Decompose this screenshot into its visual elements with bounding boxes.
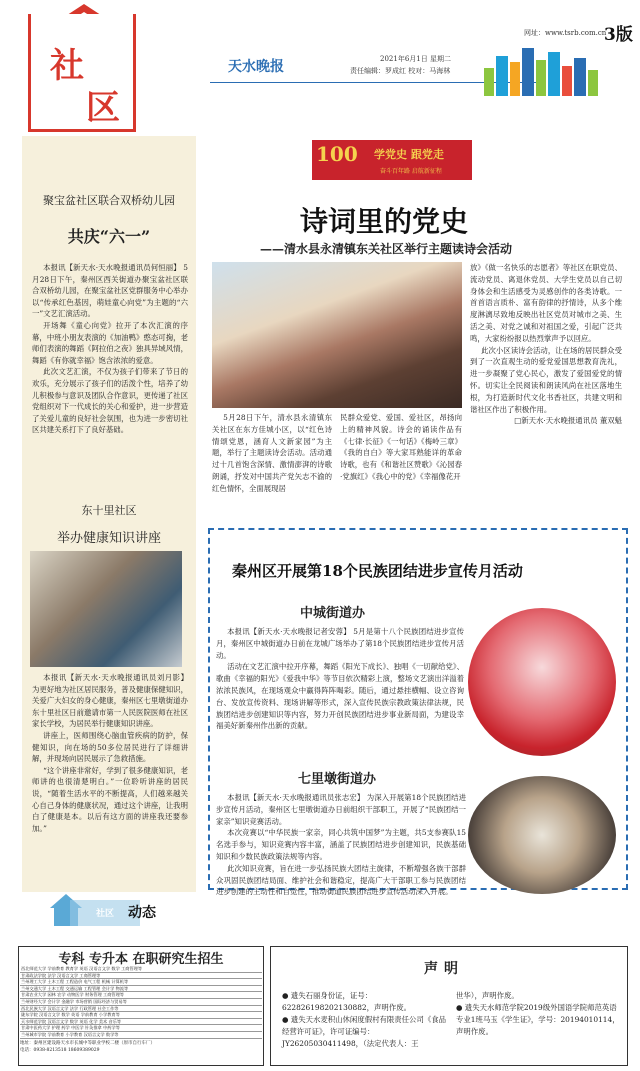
ad-cell: 西北师范大学 学前教育 教育学 英语 汉语言文学 数学 工商管理等: [21, 966, 143, 971]
ad-row: [20, 1006, 262, 1013]
story2-body: [32, 672, 188, 834]
ad-row: [20, 999, 262, 1006]
logo-qu: 区: [86, 88, 120, 128]
ad-row: [20, 986, 262, 993]
box-para: 活动在文艺汇演中拉开序幕，舞蹈《阳光下成长》、独唱《一切献给党》、歌曲《幸福的阳光》《爱我中华》等节目依次精彩上演，整场文艺演出洋溢着浓浓民族风，在现场观众中赢得阵阵喝彩。随后，通过悬挂横幅、设立咨询台、发放宣传资料、现场讲解等形式，深入宣传民族宗教政策法律法规，民族团结进步创建知识等内容，努力开创民族团结进步事业新局面，为建设幸福美好新秦州作出新的贡献。: [216, 662, 464, 731]
banner-title: 学党史 跟党走: [374, 148, 444, 161]
banner-100: 100: [316, 142, 358, 166]
quiz-photo-circle: [468, 776, 616, 894]
notice-col1: [282, 990, 450, 1050]
community-news-badge: [46, 890, 196, 928]
center-byline: □新天水·天水晚报通讯员 董双魁: [514, 416, 622, 426]
box-section1-title: 中城街道办: [300, 606, 366, 621]
ad-row: [20, 1012, 262, 1019]
center-col2: 民群众爱党、爱国、爱社区，昂扬向上的精神风貌。诗会的诵读作品有《七律·长征》《一句话》《梅岭三章》《我的自白》等大家耳熟能详的革命诗歌，也有《和谐社区赞歌》《沁园春·党旗红》《我心中的党》《幸福像花开: [340, 413, 462, 481]
box-para: 本报讯【新天水·天水晚报通讯员张志宏】 为深入开展第18个民族团结进步宣传月活动，秦州区七里墩街道办日前组织干部职工，开展了“民族团结一家亲”知识竞赛活动。: [216, 793, 466, 826]
ad-phone: 电话：0938-8213518 18609389029: [20, 1048, 100, 1053]
page-number: 3版: [604, 25, 633, 45]
center-col3-para: 放》《做一名快乐的志愿者》等社区在职党员、流动党员、离退休党员、大学生党员以自己切身体会和生活感受为灵感创作的各类诗歌。一首首语言质朴、富有韵律的抒情诗，从多个维度淋漓尽致地反映出社区党员对城市之美、生活之美、对党之诚和对祖国之爱，引起广泛共鸣，大家纷纷报以热烈掌声予以回应。: [470, 263, 622, 343]
ad-cell: 甘肃农业大学 园林 农学 动物医学 财务管理 工商管理等: [21, 992, 124, 998]
main-subheadline: ——清水县永清镇东关社区举行主题读诗会活动: [260, 242, 513, 256]
ad-address: 地址：秦州区建设路天水市长城中等职业学校二楼（原市自行车厂）: [20, 1041, 155, 1046]
box-para: 此次知识竞赛，旨在进一步弘扬民族大团结主旋律，不断增强各族干部群众巩固民族团结局面、维护社会和谐稳定，提高广大干部职工参与民族团结进步创建的主动性和自觉性，推动街道民族团结进步宣传活动深入开展。: [216, 863, 466, 897]
story2-title: 举办健康知识讲座: [56, 531, 161, 546]
box-para: 本次竞赛以“中华民族一家亲，同心共筑中国梦”为主题，共5支参赛队15名选手参与，知识竞赛内容丰富，涵盖了民族团结进步创建知识，民族基础知识和少数民族政策法规等内容。: [216, 828, 466, 861]
box-headline: 秦州区开展第18个民族团结进步宣传月活动: [232, 562, 523, 580]
ad-row: [20, 992, 262, 999]
box-section2-title: 七里墩街道办: [298, 772, 377, 787]
website-url: 网址：www.tsrb.com.cn: [524, 29, 607, 37]
poetry-reading-photo: [212, 262, 462, 408]
story1-title: 共庆“六一”: [67, 227, 151, 246]
notice-item: 世华），声明作废。: [456, 991, 519, 1000]
ad-table: [20, 966, 262, 1039]
ad-cell: 兰州财经大学 会计学 金融学 市场营销 国际经济与贸易等: [21, 998, 127, 1004]
ad-cell: 天水师范学院 汉语言文学 数学 英语 化学 美术 音乐等: [21, 1018, 122, 1024]
main-headline: 诗词里的党史: [300, 205, 469, 238]
paper-name: 天水晚报: [228, 59, 284, 75]
badge-dong-tai: 动态: [128, 905, 156, 921]
story2-subtitle: 东十里社区: [81, 504, 137, 517]
editors-line: 责任编辑：罗成红 校对：马海林: [350, 67, 451, 75]
ad-row: [20, 1019, 262, 1026]
city-skyline-icon: [482, 42, 602, 96]
ad-cell: 西北民族大学 汉语言文学 法学 行政管理 社会工作等: [21, 1005, 119, 1011]
notice-item: ● 遗失天水师范学院2019级外国语学院师范英语专业1班马玉《学生证》，学号：20194010114，声明作废。: [456, 1003, 620, 1036]
story1-subtitle: 聚宝盆社区联合双桥幼儿园: [43, 194, 175, 207]
ad-cell: 陇东学院 汉语言文学 数学 英语 学前教育 小学教育等: [21, 1012, 120, 1018]
ad-row: [20, 1032, 262, 1039]
issue-date: 2021年6月1日 星期二: [380, 55, 451, 63]
ad-row: [20, 1025, 262, 1032]
ad-cell: 兰州交通大学 土木工程 交通运输 工程管理 会计学 物流等: [21, 985, 129, 991]
story2-para: 讲座上，医师围绕心脑血管疾病的防护，保健知识，向在场的50多位居民进行了详细讲解，并现场向居民展示了急救措施。: [32, 730, 188, 764]
notice-item: ● 遗失石丽身份证，证号：622826198202130882，声明作废。: [282, 991, 411, 1012]
ad-row: [20, 973, 262, 980]
story2-para: “这个讲座非常好，学到了很多健康知识，老师讲的也很清楚明白。”一位聆听讲座的居民说，“随着生活水平的不断提高，人们越来越关心自己身体的健康状况，通过这个讲座，让我明白了健康是本。以后有这方面的讲座我还要参加。”: [32, 765, 188, 833]
center-col1: 5月28日下午，清水县永清镇东关社区在东方佳城小区，以“红色诗情颂党恩，涵育人文新家园”为主题，举行了主题读诗会活动。活动通过十几首饱含深情、激情澎湃的诗歌朗诵，抒发对中国共产党矢志不渝的红色情怀，全面展现居: [212, 413, 332, 493]
story1-body: [32, 262, 188, 436]
ad-title: 专科 专升本 在职研究生招生: [58, 952, 224, 967]
center-col3: [470, 262, 622, 427]
center-col3-para: 此次小区读诗会活动，让在场的居民群众受到了一次直观生动的爱党爱国思想教育洗礼，进一步凝聚了党心民心，激发了爱国爱党的情怀。切实让全民阅读和朗读风尚在社区落地生根，为打造新时代文化书香社区，共建文明和谐社区作出了积极作用。: [470, 345, 622, 414]
ad-row: [20, 966, 262, 973]
story1-para: 本报讯【新天水·天水晚报通讯员何恒丽】 5月28日下午，秦州区西关街道办聚宝盆社区联合双桥幼儿园，在聚宝盆社区党群服务中心举办以“传承红色基因，萌娃童心向党”为主题的“六一”文艺汇演活动。: [32, 263, 188, 319]
notice-title: 声明: [424, 961, 464, 977]
box-section2-body: [216, 792, 466, 898]
story1-para: 此次文艺汇演，不仅为孩子们带来了节日的欢乐，充分展示了孩子们的活泼个性，培养了幼儿积极参与意识及团队合作意识，更传递了社区党组织对下一代成长的关心和爱护，进一步营造了关爱儿童的良好社会氛围，也为进一步密切社区共建关系打下了良好基础。: [32, 367, 188, 435]
story2-para: 本报讯【新天水·天水晚报通讯员刘月影】 为更好地为社区居民服务，普及健康保健知识，关爱广大妇女的身心健康，秦州区七里墩街道办东十里社区日前邀请市第一人民医院医师在社区家长学校，为居民举行健康知识讲座。: [32, 673, 188, 729]
banner-subtitle: 奋斗百年路 启航新征程: [380, 168, 442, 175]
event-photo-circle: [468, 608, 616, 756]
logo-she: 社: [50, 46, 84, 86]
box-para: 本报讯【新天水·天水晚报记者安蓉】 5月是第十八个民族团结进步宣传月，秦州区中城街道办日前在龙城广场举办了第18个民族团结进步宣传月活动。: [216, 627, 464, 660]
ad-cell: 甘肃政法学院 法学 汉语言文学 工商管理等: [21, 972, 101, 978]
ad-cell: 兰州理工大学 土木工程 工程造价 电气工程 机械 计算机等: [21, 979, 129, 985]
ad-cell: 兰州城市学院 学前教育 小学教育 汉语言文学 数学等: [21, 1031, 119, 1037]
story1-para: 开场舞《童心向党》拉开了本次汇演的序幕，中班小朋友表演的《加油鸭》憨态可掬，老师们表演的舞蹈《阿拉伯之夜》独具异域风情，舞蹈《有你就幸福》饱含浓浓的爱意。: [32, 320, 188, 365]
lecture-photo: [30, 551, 182, 667]
notice-col2: [456, 990, 622, 1038]
badge-she-qu: 社区: [96, 909, 115, 919]
ad-footer: [20, 1040, 262, 1054]
notice-item: ● 遗失天水麦积山休闲度假村有限责任公司《食品经营许可证》，许可证编号：JY26205030411498，（法定代表人：王: [282, 1015, 447, 1048]
box-section1-body: [216, 626, 464, 732]
ad-row: [20, 979, 262, 986]
ad-cell: 甘肃中医药大学 护理 药学 中医学 针灸推拿 中药学等: [21, 1025, 120, 1031]
